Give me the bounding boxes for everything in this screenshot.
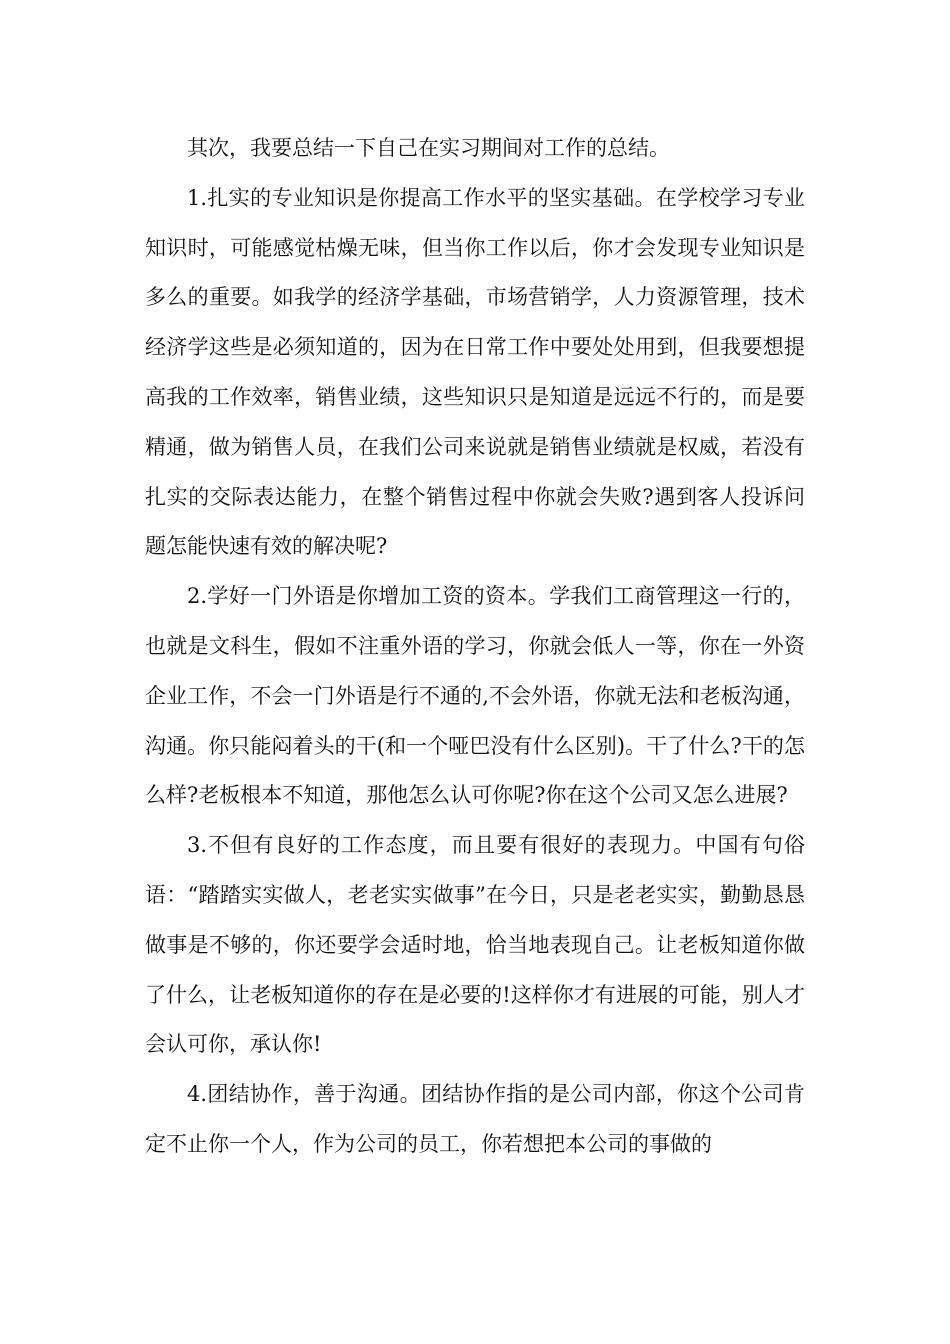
paragraph-point-4: 4.团结协作，善于沟通。团结协作指的是公司内部，你这个公司肯定不止你一个人，作为公司的员工，你若想把本公司的事做的: [145, 1082, 805, 1156]
paragraph-point-2: 2.学好一门外语是你增加工资的资本。学我们工商管理这一行的，也就是文科生，假如不注重外语的学习，你就会低人一等，你在一外资企业工作，不会一门外语是行不通的,不会外语，你就无法和老板沟通，沟通。你只能闷着头的干(和一个哑巴没有什么区别)。干了什么?干的怎么样?老板根本不知道，那他怎么认可你呢?你在这个公司又怎么进展?: [145, 584, 805, 808]
document-body: [145, 124, 805, 1170]
paragraph-intro: 其次，我要总结一下自己在实习期间对工作的总结。: [187, 136, 670, 160]
paragraph-point-3: 3.不但有良好的工作态度，而且要有很好的表现力。中国有句俗语：“踏踏实实做人，老老实实做事”在今日，只是老老实实，勤勤恳恳做事是不够的，你还要学会适时地，恰当地表现自己。让老板知道你做了什么，让老板知道你的存在是必要的!这样你才有进展的可能，别人才会认可你，承认你!: [145, 833, 805, 1057]
paragraph-point-1: 1.扎实的专业知识是你提高工作水平的坚实基础。在学校学习专业知识时，可能感觉枯燥无味，但当你工作以后，你才会发现专业知识是多么的重要。如我学的经济学基础，市场营销学，人力资源管理，技术经济学这些是必须知道的，因为在日常工作中要处处用到，但我要想提高我的工作效率，销售业绩，这些知识只是知道是远远不行的，而是要精通，做为销售人员，在我们公司来说就是销售业绩就是权威，若没有扎实的交际表达能力，在整个销售过程中你就会失败?遇到客人投诉问题怎能快速有效的解决呢?: [145, 185, 805, 559]
